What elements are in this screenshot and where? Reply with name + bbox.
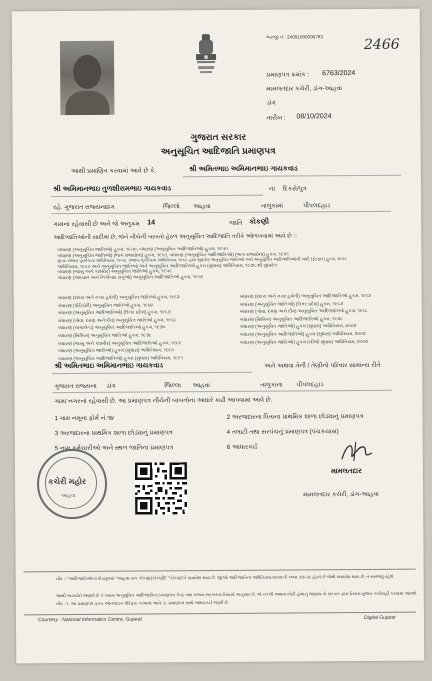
certificate-number: 6763/2024 bbox=[322, 70, 356, 78]
applicant-name: શ્રી અમિતભાઇ અમિમાનભાઇ ગાયકવાડ bbox=[188, 165, 298, 174]
footer-note-2: આથી બાયપ્રોને જણાવે છે કે તમામ અનુસૂચિત આદિજાતિના પ્રમાણપત્ર કેન્દ્ર તથા રાજ્ય સરકારના નિયમો અનુસાર છે, જે નકલી અથવા ખોટી હોવાનું જણાય તો સરકાર દ્વારા નિયમ મુજબ કાર્યવાહી કરવામાં આવશે. bbox=[55, 590, 418, 599]
caste-value: કોકણી bbox=[249, 218, 269, 226]
certificate-no-label: પ્રમાણપત્ર ક્રમાંક : bbox=[266, 71, 310, 79]
order-right-item: બંધારણ (અનુસૂચિત જાતિઓ) હુકમ (સુધારા) અધિનિયમ, ૨૦૦૨ bbox=[239, 323, 357, 330]
applicant-photo bbox=[60, 41, 115, 115]
state-emblem-icon bbox=[193, 32, 219, 78]
jilla-value: આહવા bbox=[193, 203, 211, 211]
order-right-item: બંધારણ (અનુસૂચિત આદિજાતિઓ) હુકમ (સુધારા) અધિનિયમ, ૨૦૦૨ bbox=[239, 330, 366, 337]
relation-value: દિકરો/પુત્ર bbox=[282, 185, 307, 193]
footer-divider-bottom bbox=[24, 612, 416, 616]
issue-date: 08/10/2024 bbox=[296, 113, 332, 121]
order-left-item: બંધારણ (દાદરા અને નગર હવેલી) અનુસૂચિત જાતિઓ હુકમ, ૧૯૬૨ bbox=[57, 294, 180, 301]
father-name: શ્રી અમિમાનભાઇ તુળશીરામભાઇ ગાયકવાડ bbox=[52, 185, 172, 194]
family-district: ડાંગ bbox=[106, 382, 116, 390]
footer-note-3: નોંધ : ૧. આ પ્રમાણપત્ર ફક્ત ઓનલાઇન વેરિફાઇ કરવામાં આવે. ૨. પ્રમાણપત્ર સાથે આધારકાર્ડ જરૂરી છે. bbox=[55, 599, 230, 607]
stamp-text: કચેરી મહોર bbox=[47, 476, 87, 487]
family-underline bbox=[52, 372, 252, 374]
order-left-item: બંધારણ (અનુસૂચિત આદિજાતિઓ) હુકમ (સુધારા) અધિનિયમ, ૧૯૯૧ bbox=[58, 354, 183, 361]
order-right-item: બંધારણ (ગોવા, દમણ અને દીવ) અનુસૂચિત આદિજાતિઓ હુકમ, ૧૯૬૮ bbox=[239, 308, 368, 315]
order-left-item: બંધારણ (પોંડિચેરી) અનુસૂચિત જાતિઓ હુકમ, ૧૯૬૪ bbox=[57, 302, 154, 308]
photo-head-shape bbox=[73, 55, 101, 89]
order-line: બંધારણ (અનુસૂચિત જાતિઓ) (ભાગ રાજ્યોના) હુકમ, ૧૯૫૧, બંધારણ (અનુસૂચિત આદિજાતિઓ) (ભાગ રાજ્યોના) હુકમ, ૧૯૫૧ bbox=[57, 251, 289, 258]
basis-item: 2 અરજદારના પિતાના પ્રાથમિક શાળા છોડ્યાનું પ્રમાણપત્ર bbox=[226, 412, 364, 421]
basis-item: 4 તલાટી તથા સરપંચનું પ્રમાણપત્ર (પંચકયાસ) bbox=[226, 428, 339, 436]
office-stamp bbox=[37, 449, 107, 519]
footer-divider bbox=[24, 569, 416, 573]
order-left-item: બંધારણ (નાગાલેન્ડ) અનુસૂચિત આદિજાતિઓ હુકમ, ૧૯૭૦ bbox=[57, 324, 166, 331]
family-jilla-label: જિલ્લા bbox=[164, 382, 182, 390]
order-left-item: બંધારણ (જમ્મુ અને કાશ્મીર) અનુસૂચિત આદિજાતિઓ હુકમ, ૧૯૮૯ bbox=[58, 339, 182, 346]
village-line: ગામના રહેવાસી છે અને જે અનુક્રમ bbox=[53, 220, 140, 229]
family-suffix: અને અથવા તેની / તેણીનો પરિવાર સામાન્ય રીતે bbox=[264, 361, 381, 370]
order-line: અધિનિયમ, ૧૯૬૦ અને અનુસૂચિત જાતિઓ અને અનુસૂચિત આદિજાતિઓ હુકમ (સુધારા) અધિનિયમ, ૧૯૭૬ થી સુધારેલ bbox=[57, 262, 277, 269]
basis-item: 3 અરજદારના પ્રાથમિક શાળા છોડ્યાનું પ્રમાણપત્ર bbox=[54, 429, 173, 438]
order-right-item: બંધારણ (સિક્કિમ) અનુસૂચિત આદિજાતિઓ હુકમ, ૧૯૭૮ bbox=[239, 315, 343, 322]
signatory-title: મામલતદાર bbox=[330, 467, 362, 476]
order-left-item: બંધારણ (અનુસૂચિત આદિજાતિઓ) (ઉત્તર પ્રદેશ) હુકમ, ૧૯૬૭ bbox=[57, 309, 171, 316]
taluka-value: પીપલદહાડ bbox=[303, 202, 331, 210]
basis-item: 5 નામ કર્મચારીઓ અને સ્થળ જાતિના પ્રમાણપત્ર bbox=[54, 444, 174, 453]
order-left-item: બંધારણ (ગોવા, દમણ અને દીવ) અનુસૂચિત જાતિઓ હુકમ, ૧૯૬૮ bbox=[57, 317, 177, 323]
taluka-label: તાલુકામાં bbox=[261, 202, 284, 210]
date-label: તારીખ : bbox=[266, 114, 286, 122]
family-note: ગામ/ નગરનાં રહેવાસી છે. આ પ્રમાણપત્ર નીચેની બાબતોના આધારે કાઢી આપવામાં આવે છે. bbox=[54, 396, 273, 406]
photo-body-shape bbox=[65, 91, 109, 115]
certify-intro: આથી પ્રમાણિત કરવામાં આવે છે કે, bbox=[70, 167, 157, 176]
signature-mark bbox=[338, 439, 378, 465]
issuing-office: મામલતદાર કચેરી, ડાંગ-આહવા bbox=[266, 85, 343, 93]
name-underline bbox=[183, 175, 401, 178]
application-number: અરજી નં : 24091000006783 bbox=[265, 34, 323, 40]
family-name: શ્રી અમિતભાઇ અમિમાનભાઇ ગાયકવાડ bbox=[54, 362, 164, 371]
order-right-item: બંધારણ (અનુસૂચિત જાતિઓ) હુકમ (બીજો સુધારા) અધિનિયમ, ૨૦૦૨ bbox=[240, 338, 369, 345]
serial-number: 14 bbox=[147, 219, 156, 227]
family-taluka-label: તાલુકાના bbox=[260, 381, 283, 389]
order-right-item: બંધારણ (દાદરા અને નગર હવેલી) અનુસૂચિત આદિજાતિઓ હુકમ, ૧૯૬૨ bbox=[239, 292, 372, 299]
jilla-label: જિલ્લો bbox=[163, 203, 180, 211]
certificate-sheet bbox=[12, 9, 425, 664]
relation-label: ના bbox=[268, 185, 276, 193]
government-title: ગુજરાત સરકાર bbox=[190, 131, 247, 143]
courtesy-text: Courtesy : National Informatics Centre, Gujarat bbox=[37, 616, 142, 624]
orders-left-column bbox=[58, 293, 183, 362]
order-line: બંધારણ (અંદમાન અને નિકોબાર ટાપુઓ) અનુસૂચિત આદિજાતિઓ હુકમ, ૧૯૫૯ bbox=[57, 274, 204, 281]
order-line: બંધારણ (જમ્મુ અને કાશ્મીર) અનુસૂચિત જાતિઓ હુકમ, ૧૯૫૬ bbox=[57, 268, 172, 275]
father-underline bbox=[51, 195, 263, 197]
basis-item: 6 આધારકાર્ડ bbox=[226, 443, 258, 451]
district-value: ડાંગ bbox=[105, 203, 115, 211]
order-left-item: બંધારણ (અનુસૂચિત જાતિઓ) હુકમ (સુધારા) અધિનિયમ, ૧૯૯૦ bbox=[58, 347, 174, 354]
stamp-place: આહવા bbox=[61, 492, 76, 500]
family-state-label: ગુજરાત રાજ્યના bbox=[54, 382, 97, 391]
signatory-office: મામલતદાર કચેરી, ડાંગ-આહવા bbox=[303, 490, 379, 499]
state-label: રહે. ગુજરાત રાજ્યના bbox=[53, 203, 107, 212]
qr-code-icon bbox=[135, 462, 187, 514]
handwritten-number: 2466 bbox=[363, 36, 400, 53]
orders-right-column bbox=[240, 292, 372, 346]
caste-label: જાતિ bbox=[229, 219, 243, 227]
order-line: બંધારણ (અનુસૂચિત જાતિઓ) હુકમ, ૧૯૫૦, બંધારણ (અનુસૂચિત આદિજાતિઓ) હુકમ, ૧૯૫૦ bbox=[57, 245, 228, 253]
certificate-title: અનુસૂચિત આદિજાતિ પ્રમાણપત્ર bbox=[160, 145, 276, 157]
family-address-underline bbox=[52, 390, 392, 393]
digital-gujarat-brand: Digital Gujarat bbox=[363, 614, 396, 621]
order-left-item: બંધારણ (સિક્કિમ) અનુસૂચિત જાતિઓ હુકમ, ૧૯૭૮ bbox=[57, 332, 152, 339]
orders-block bbox=[57, 245, 397, 281]
order-right-item: બંધારણ (અનુસૂચિત જાતિઓ) (ઉત્તર પ્રદેશ) હુકમ, ૧૯૬૭ bbox=[239, 300, 344, 307]
order-line: મુંબઇ રાજ્ય પુનર્રચના અધિનિયમ, ૧૯૫૬, પંજાબ પુનર્રચના અધિનિયમ, ૧૯૬૬ દ્વારા સુધારેલ અનુસૂચિત જાતિઓ અને અનુસૂચિત આદિજાતિઓની યાદી (ફેરફાર) હુકમ, ૧૯૫૬ bbox=[57, 256, 347, 264]
basis-item: 1 ગામ નમૂના ફોર્મ નં.૧૪ bbox=[54, 414, 114, 423]
issuing-district: ડાંગ bbox=[266, 99, 276, 107]
notice-text: આદિજાતિઓની યાદીમાં છે, જેને નીચેની બાબતો હેઠળ અનુસૂચિત આદિજાતિ તરીકે ઓળખવામાં આવે છે :- bbox=[53, 233, 297, 242]
family-taluka: પીપલદહાડ bbox=[296, 381, 324, 389]
family-jilla: આહવા bbox=[192, 382, 211, 390]
footer-note-1: નોંધ :- "આદિજાતિઓનાં શેડયુલમાં "આહવા-ડાંગ કોંકણાં(કોંકણી)" "કોંકણા"ને સમાવેશ થાય છે. જીઓ આદિજાતિના અધિનિયમ,૨૦૦૨ની કલમ ૩૭-૩૮ હેઠળ છે જેથી સમાવેશ થાય છે. તે સમજવું રહેશે. bbox=[55, 573, 395, 582]
